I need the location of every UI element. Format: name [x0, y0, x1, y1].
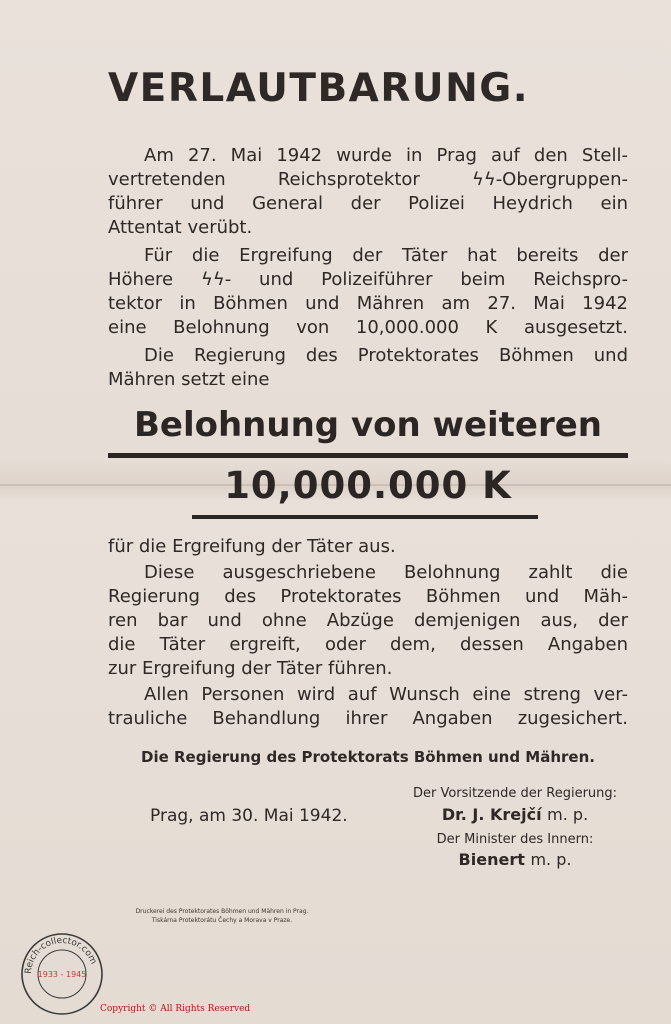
paragraph-government — [108, 344, 628, 392]
minister-name: Bienert — [458, 850, 525, 869]
amount-underline — [192, 515, 538, 519]
text-line: Diese ausgeschriebene Belohnung zahlt die — [144, 562, 628, 583]
text-line: tektor in Böhmen und Mähren am 27. Mai 1942 — [108, 293, 628, 314]
stamp-years-text: 1933 - 1945 — [37, 970, 87, 979]
text-line: die Täter ergreift, oder dem, dessen Angaben — [108, 634, 628, 655]
paragraph-purpose — [108, 535, 628, 559]
reward-headline: Belohnung von weiteren — [133, 405, 602, 445]
government-signature-line: Die Regierung des Protektorats Böhmen und Mähren. — [141, 748, 595, 766]
text-line: Am 27. Mai 1942 wurde in Prag auf den Stell- — [144, 145, 628, 166]
text-line: Attentat verübt. — [108, 217, 253, 238]
text-line: Regierung des Protektorates Böhmen und Mäh- — [108, 586, 628, 607]
printer-imprint — [112, 907, 332, 925]
minister-suffix: m. p. — [530, 850, 572, 869]
chair-signature — [400, 805, 630, 824]
paragraph-payment — [108, 561, 628, 681]
paragraph-attack — [108, 144, 628, 240]
text-line: eine Belohnung von 10,000.000 K ausgesetzt. — [108, 317, 628, 338]
chair-name: Dr. J. Krejčí — [441, 805, 542, 824]
paragraph-first-reward — [108, 244, 628, 340]
copyright-notice: Copyright © All Rights Reserved — [100, 1004, 251, 1014]
text-line: zur Ergreifung der Täter führen. — [108, 658, 393, 679]
text-line: Die Regierung des Protektorates Böhmen und — [144, 345, 628, 366]
headline-underline — [108, 453, 628, 458]
place-date: Prag, am 30. Mai 1942. — [150, 806, 348, 826]
text-line: Mähren setzt eine — [108, 369, 270, 390]
text-line: ren bar und ohne Abzüge demjenigen aus, der — [108, 610, 628, 631]
poster-title: VERLAUTBARUNG. — [108, 66, 530, 111]
stamp-site-text: Reich-collector.com — [23, 935, 99, 975]
text-line: trauliche Behandlung ihrer Angaben zugesichert. — [108, 708, 628, 729]
text-line: Für die Ergreifung der Täter hat bereits der — [144, 245, 628, 266]
text-line: Allen Personen wird auf Wunsch eine streng ver- — [144, 684, 628, 705]
chair-title: Der Vorsitzende der Regierung: — [412, 786, 618, 801]
text-line: vertretenden Reichsprotektor ϟϟ-Obergruppen- — [108, 169, 628, 190]
text-line: führer und General der Polizei Heydrich ein — [108, 193, 628, 214]
collector-stamp-icon — [20, 932, 104, 1016]
reward-amount: 10,000.000 K — [224, 464, 512, 507]
printer-line-czech: Tiskárna Protektorátu Čechy a Morava v Praze. — [151, 917, 293, 924]
text-line: für die Ergreifung der Täter aus. — [108, 536, 396, 557]
text-line: Höhere ϟϟ- und Polizeiführer beim Reichspro- — [108, 269, 628, 290]
printer-line-german: Druckerei des Protektorates Böhmen und Mähren in Prag. — [135, 908, 309, 915]
minister-title: Der Minister des Innern: — [436, 832, 594, 847]
minister-signature — [400, 850, 630, 869]
chair-suffix: m. p. — [547, 805, 589, 824]
paragraph-confidential — [108, 683, 628, 731]
